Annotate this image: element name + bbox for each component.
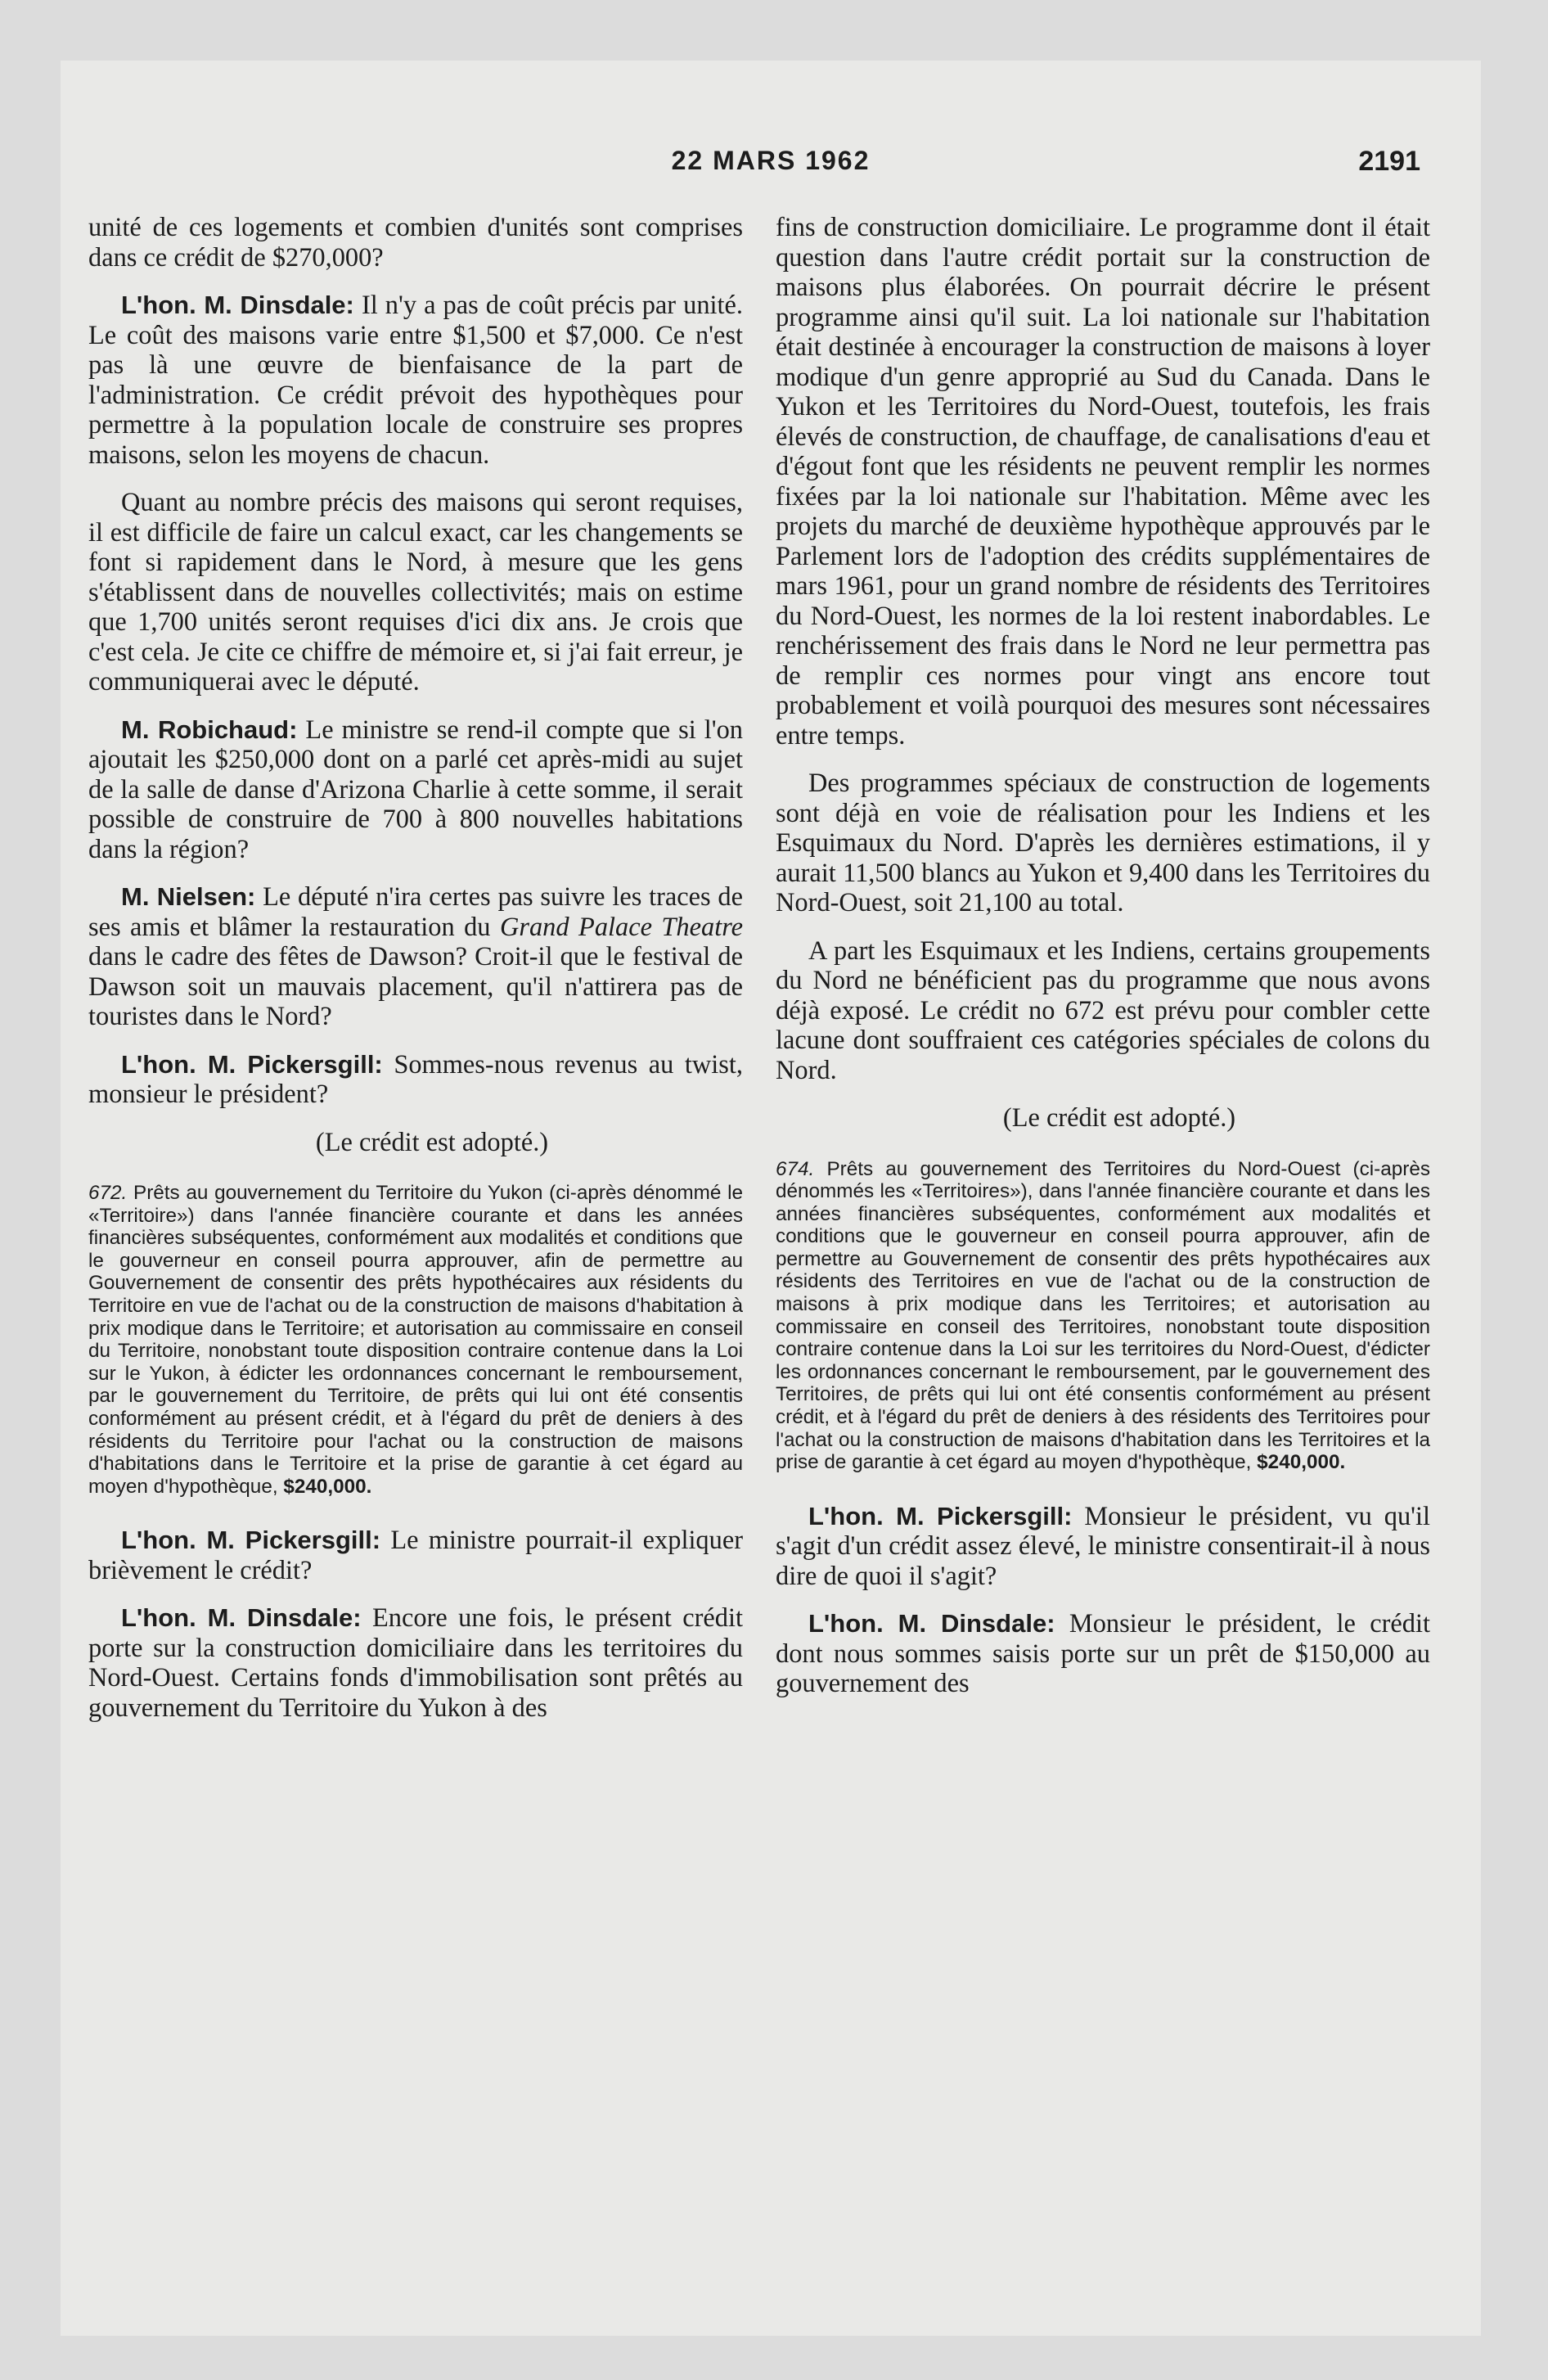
document-page xyxy=(61,61,1481,2336)
paragraph-text: Quant au nombre précis des maisons qui seront requises, il est difficile de faire un calcul exact, car les changements se font si rapidement dans le Nord, à mesure que les gens s'établissent dans de nouvelles collectivités; mais on estime que 1,700 unités seront requises d'ici dix ans. Je crois que c'est cela. Je cite ce chiffre de mémoire et, si j'ai fait erreur, je communiquerai avec le député. xyxy=(88,488,743,696)
speech-pickersgill xyxy=(776,1502,1430,1592)
header-date: 22 MARS 1962 xyxy=(671,146,871,175)
speech-text: Le député n'ira certes pas suivre les traces de ses amis et blâmer la restauration du xyxy=(88,882,743,942)
item-number: 674. xyxy=(776,1157,815,1180)
speech-text: Monsieur le président, vu qu'il s'agit d'un crédit assez élevé, le ministre consentirait-il à nous dire de quoi il s'agit? xyxy=(776,1501,1430,1591)
speech-nielsen xyxy=(88,882,743,1032)
theatre-name: Grand Palace Theatre xyxy=(499,912,743,942)
speech-dinsdale xyxy=(88,291,743,470)
paragraph-text: unité de ces logements et combien d'unités sont comprises dans ce crédit de $270,000? xyxy=(88,213,743,273)
speech-pickersgill xyxy=(88,1526,743,1585)
speech-text: Monsieur le président, le crédit dont nous sommes saisis porte sur un prêt de $150,000 au gouvernement des xyxy=(776,1609,1431,1699)
item-number: 672. xyxy=(88,1182,128,1204)
paragraph xyxy=(776,936,1430,1086)
item-text: (ci-après dénommés les «Territoires»), dans l'année financière courante et dans les années financières subséquentes, conformément aux modalités et conditions que le gouverneur en conseil pourra approuver, afin de permettre au Gouvernement de consentir des prêts hypothécaires aux résidents des Territoires en vue de l'achat ou de la construction de maisons à prix modique dans les Territoires; et autorisation au commissaire en conseil des Territoires, nonobstant toute disposition contraire contenue dans la Loi sur les territoires du Nord-Ouest, d'édicter les ordonnances concernant le remboursement, par le gouvernement des Territoires, de prêts qui lui ont été consentis conformément au présent crédit, et à l'égard du prêt de deniers à des résidents des Territoires pour l'achat ou la construction de maisons d'habitation dans les Territoires et la prise de garantie à cet égard au moyen d'hypothèque, xyxy=(776,1157,1430,1474)
adoption-note: (Le crédit est adopté.) xyxy=(1002,1103,1236,1133)
paragraph xyxy=(776,769,1430,918)
speaker-name: L'hon. M. Dinsdale: xyxy=(121,291,354,319)
speech-text: Le ministre se rend-il compte que si l'on ajoutait les $250,000 dont on a parlé cet après-midi au sujet de la salle de danse d'Arizona Charlie à cette somme, il serait possible de construire de 700 à 800 nouvelles habitations dans la région? xyxy=(88,714,743,864)
paragraph xyxy=(776,213,1430,751)
speaker-name: L'hon. M. Dinsdale: xyxy=(121,1603,362,1633)
speech-dinsdale xyxy=(88,1603,743,1723)
speaker-name: L'hon. M. Pickersgill: xyxy=(808,1501,1073,1530)
item-amount: $240,000. xyxy=(283,1475,372,1498)
speaker-name: M. Robichaud: xyxy=(121,714,298,744)
paragraph xyxy=(88,213,743,273)
paragraph-text: Des programmes spéciaux de construction de logements sont déjà en voie de réalisation pour les Indiens et les Esquimaux du Nord. D'après les dernières estimations, il y aurait 11,500 blancs au Yukon et 9,400 dans les Territoires du Nord-Ouest, soit 21,100 au total. xyxy=(776,769,1430,917)
speaker-name: L'hon. M. Pickersgill: xyxy=(121,1526,381,1555)
left-column xyxy=(88,213,743,1741)
speech-pickersgill xyxy=(88,1050,743,1110)
paragraph-text: A part les Esquimaux et les Indiens, certains groupements du Nord ne bénéficient pas du programme que nous avons déjà exposé. Le crédit no 672 est prévu pour combler cette lacune dont souffraient ces catégories spéciales de colons du Nord. xyxy=(776,935,1430,1085)
vote-item-674 xyxy=(776,1158,1430,1474)
item-text: (ci-après dénommé le «Territoire») dans l'année financière courante et dans les années financières subséquentes, conformément aux modalités et conditions que le gouverneur en conseil pourra approuver, afin de permettre au Gouvernement de consentir des prêts hypothécaires aux résidents du Territoire en vue de l'achat ou de la construction de maisons d'habitation à prix modique dans le Territoire; et autorisation au commissaire en conseil du Territoire, nonobstant toute disposition contraire contenue dans la Loi sur le Yukon, à édicter les ordonnances concernant le remboursement, par le gouvernement du Territoire, de prêts qui lui ont été consentis conformément au présent crédit, et à l'égard du prêt de deniers à des résidents du Territoire pour l'achat ou la construction de maisons d'habitations dans le Territoire et la prise de garantie à cet égard au moyen d'hypothèque, xyxy=(88,1182,743,1498)
page-header xyxy=(61,146,1481,195)
item-amount: $240,000. xyxy=(1257,1451,1346,1474)
speech-dinsdale xyxy=(776,1609,1430,1699)
item-title: Prêts au gouvernement des Territoires du Nord-Ouest xyxy=(814,1157,1341,1180)
paragraph xyxy=(88,488,743,697)
speaker-name: L'hon. M. Pickersgill: xyxy=(121,1049,383,1079)
speech-text: Encore une fois, le présent crédit porte sur la construction domiciliaire dans les territoires du Nord-Ouest. Certains fonds d'immobilisation sont prêtés au gouvernement du Territoire du Yukon à des xyxy=(88,1603,743,1723)
adoption-note: (Le crédit est adopté.) xyxy=(315,1127,549,1157)
speaker-name: M. Nielsen: xyxy=(121,882,256,911)
speech-text: Le ministre pourrait-il expliquer brièvement le crédit? xyxy=(88,1526,743,1585)
speech-robichaud xyxy=(88,715,743,865)
speech-text: Il n'y a pas de coût précis par unité. Le coût des maisons varie entre $1,500 et $7,000. Ce n'est pas là une œuvre de bienfaisance de la part de l'administration. Ce crédit prévoit des hypothèques pour permettre à la population locale de construire ses propres maisons, selon les moyens de chacun. xyxy=(88,291,744,470)
speech-text: dans le cadre des fêtes de Dawson? Croit-il que le festival de Dawson soit un mauvais placement, qu'il n'attirera pas de touristes dans le Nord? xyxy=(88,942,743,1031)
speaker-name: L'hon. M. Dinsdale: xyxy=(808,1609,1055,1639)
speech-text: Sommes-nous revenus au twist, monsieur le président? xyxy=(88,1049,744,1109)
paragraph-text: fins de construction domiciliaire. Le programme dont il était question dans l'autre crédit portait sur la construction de maisons plus élaborées. On pourrait décrire le présent programme ainsi qu'il suit. La loi nationale sur l'habitation était destinée à encourager la construction de maisons à loyer modique d'un genre approprié au Sud du Canada. Dans le Yukon et les Territoires du Nord-Ouest, toutefois, les frais élevés de construction, de chauffage, de canalisations d'eau et d'égout font que les résidents ne peuvent remplir les normes fixées par la loi nationale sur l'habitation. Même avec les projets du marché de deuxième hypothèque approuvés par le Parlement lors de l'adoption des crédits supplémentaires de mars 1961, pour un grand nombre de résidents des Territoires du Nord-Ouest, les normes de la loi restent inabordables. Le renchérissement des frais dans le Nord ne leur permettra pas de remplir ces normes pour vingt ans encore tout probablement et voilà pourquoi des mesures sont nécessaires entre temps. xyxy=(776,213,1430,751)
right-column xyxy=(776,213,1430,1717)
item-title: Prêts au gouvernement du Territoire du Yukon xyxy=(127,1182,543,1204)
page-number: 2191 xyxy=(1358,146,1420,177)
vote-item-672 xyxy=(88,1182,743,1498)
